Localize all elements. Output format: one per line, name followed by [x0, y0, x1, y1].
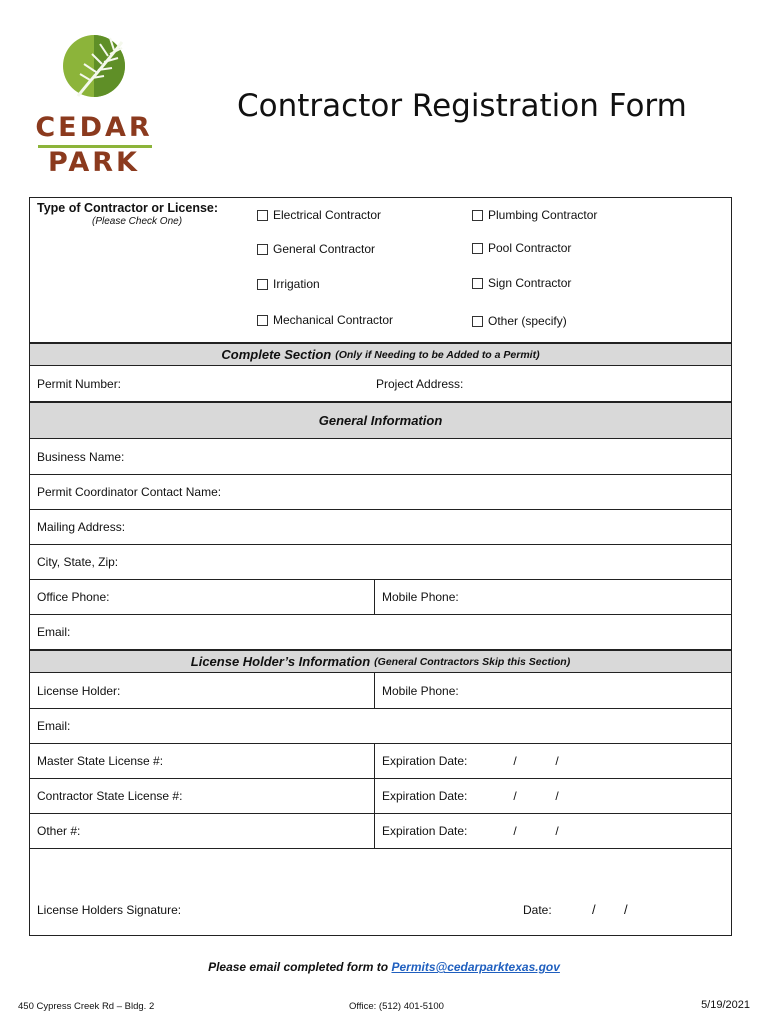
cedar-park-logo [30, 28, 160, 183]
contractor-type-sublabel: (Please Check One) [92, 216, 183, 227]
slash: / [513, 789, 517, 803]
section-heading: License Holder’s Information [190, 654, 371, 669]
field-label: Mobile Phone: [382, 590, 459, 604]
phone-row [30, 579, 731, 614]
page-title: Contractor Registration Form [237, 88, 687, 124]
option-label: Other (specify) [488, 314, 567, 328]
footer-address: 450 Cypress Creek Rd – Bldg. 2 [18, 1001, 155, 1012]
option-label: Pool Contractor [488, 241, 572, 255]
project-address-field[interactable] [369, 366, 729, 401]
option-irrigation[interactable] [257, 277, 320, 291]
checkbox[interactable] [472, 210, 483, 221]
field-label: Expiration Date: [382, 789, 468, 803]
general-info-header [30, 401, 731, 439]
master-license-field[interactable] [30, 744, 374, 778]
slash: / [624, 902, 628, 917]
coordinator-field[interactable] [30, 474, 731, 509]
other-expiration-field[interactable] [374, 814, 729, 848]
license-email-field[interactable] [30, 708, 731, 743]
footer-date: 5/19/2021 [701, 999, 750, 1011]
email-instructions [0, 960, 768, 974]
contractor-license-field[interactable] [30, 779, 374, 813]
signature-label: License Holders Signature: [37, 903, 182, 917]
field-label: Mobile Phone: [382, 683, 459, 698]
checkbox[interactable] [257, 315, 268, 326]
section-heading: Complete Section [221, 347, 332, 362]
slash: / [513, 824, 517, 838]
other-license-row [30, 813, 731, 848]
license-mobile-field[interactable] [374, 673, 729, 708]
license-holder-field[interactable] [30, 673, 374, 708]
date-separators [513, 789, 597, 803]
contractor-expiration-field[interactable] [374, 779, 729, 813]
slash: / [555, 824, 559, 838]
option-label: Mechanical Contractor [273, 313, 394, 327]
business-name-field[interactable] [30, 439, 731, 474]
field-label: Expiration Date: [382, 824, 468, 838]
option-electrical[interactable] [257, 208, 381, 222]
signature-row[interactable] [30, 848, 731, 935]
field-label: Project Address: [376, 376, 464, 391]
logo-text-cedar: CEDAR [35, 112, 153, 143]
section-note: (General Contractors Skip this Section) [374, 655, 571, 668]
option-label: Plumbing Contractor [488, 208, 598, 222]
field-label: Email: [37, 625, 71, 639]
field-label: License Holder: [37, 683, 121, 698]
option-label: General Contractor [273, 242, 376, 256]
permits-email-link[interactable]: Permits@cedarparktexas.gov [391, 960, 560, 974]
cedar-tree-icon [30, 28, 160, 108]
option-sign[interactable] [472, 276, 571, 290]
contractor-type-section [30, 198, 731, 342]
field-label: Office Phone: [37, 590, 110, 604]
section-note: (Only if Needing to be Added to a Permit) [335, 348, 540, 361]
field-label: Permit Coordinator Contact Name: [37, 485, 222, 499]
slash: / [513, 754, 517, 768]
slash: / [555, 754, 559, 768]
option-pool[interactable] [472, 241, 571, 255]
checkbox[interactable] [472, 243, 483, 254]
section-heading: General Information [318, 413, 443, 428]
field-label: Expiration Date: [382, 754, 468, 768]
field-label: Mailing Address: [37, 520, 126, 534]
field-label: City, State, Zip: [37, 555, 119, 569]
slash: / [592, 902, 596, 917]
option-other[interactable] [472, 314, 567, 328]
slash: / [555, 789, 559, 803]
option-label: Irrigation [273, 277, 320, 291]
city-state-zip-field[interactable] [30, 544, 731, 579]
master-license-row [30, 743, 731, 778]
option-label: Electrical Contractor [273, 208, 382, 222]
option-label: Sign Contractor [488, 276, 572, 290]
permit-row [30, 366, 731, 401]
date-separators [513, 824, 597, 838]
date-separators [513, 754, 597, 768]
permit-number-field[interactable] [30, 366, 369, 401]
checkbox[interactable] [257, 210, 268, 221]
office-phone-field[interactable] [30, 580, 374, 614]
other-license-field[interactable] [30, 814, 374, 848]
logo-text-park: PARK [48, 147, 140, 178]
field-label: Email: [37, 719, 71, 733]
signature-date-label: Date: [523, 903, 552, 917]
email-prompt: Please email completed form to [208, 960, 389, 974]
complete-section-header [30, 342, 731, 366]
contractor-license-row [30, 778, 731, 813]
email-field[interactable] [30, 614, 731, 649]
field-label: Permit Number: [37, 376, 122, 391]
license-info-header [30, 649, 731, 673]
registration-form [29, 197, 732, 936]
field-label: Other #: [37, 824, 81, 838]
field-label: Master State License #: [37, 754, 164, 768]
master-expiration-field[interactable] [374, 744, 729, 778]
option-plumbing[interactable] [472, 208, 597, 222]
checkbox[interactable] [472, 316, 483, 327]
checkbox[interactable] [472, 278, 483, 289]
mobile-phone-field[interactable] [374, 580, 729, 614]
mailing-address-field[interactable] [30, 509, 731, 544]
option-general[interactable] [257, 242, 375, 256]
checkbox[interactable] [257, 279, 268, 290]
option-mechanical[interactable] [257, 313, 393, 327]
checkbox[interactable] [257, 244, 268, 255]
field-label: Business Name: [37, 449, 125, 464]
field-label: Contractor State License #: [37, 789, 183, 803]
footer-office-phone: Office: (512) 401-5100 [349, 1001, 444, 1012]
contractor-type-label: Type of Contractor or License: [37, 201, 219, 215]
license-holder-row [30, 673, 731, 708]
